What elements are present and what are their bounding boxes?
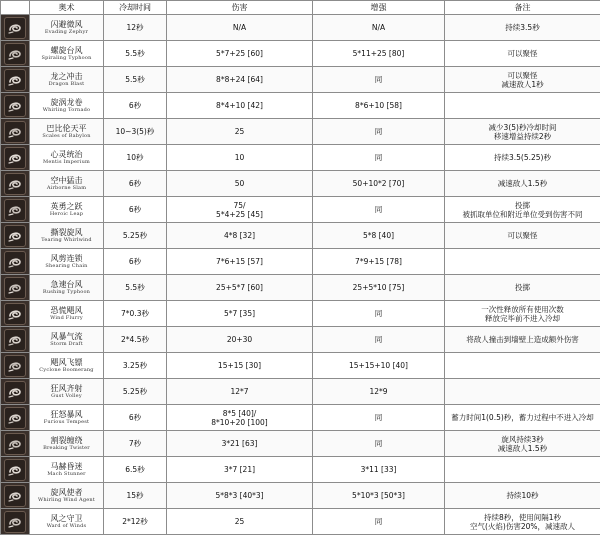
table-row (1, 93, 600, 119)
damage-cell: 25 (167, 119, 313, 145)
arcana-name-cn: 空中猛击 (50, 176, 83, 185)
arcana-name-cn: 闪避微风 (50, 20, 83, 29)
damage-cell: 20+30 (167, 327, 313, 353)
arcana-name (30, 67, 104, 93)
notes-cell (445, 379, 600, 405)
cooldown-cell: 2*4.5秒 (104, 327, 167, 353)
dragon-wind-icon (4, 69, 26, 91)
arcana-name (30, 405, 104, 431)
notes-cell: 投掷 被抓取单位和附近单位受到伤害不同 (445, 197, 600, 223)
arcana-name-en: Furious Tempest (43, 419, 90, 425)
arcana-name (30, 93, 104, 119)
damage-cell: 3*7 [21] (167, 457, 313, 483)
table-row (1, 67, 600, 93)
arcana-name (30, 41, 104, 67)
notes-cell: 持续10秒 (445, 483, 600, 509)
enhanced-cell: 同 (313, 145, 445, 171)
enhanced-cell: 15+15+10 [40] (313, 353, 445, 379)
notes-cell: 减少3(5)秒冷却时间 移速增益持续2秒 (445, 119, 600, 145)
notes-cell: 旋风持续3秒 减速敌人1.5秒 (445, 431, 600, 457)
damage-cell: 10 (167, 145, 313, 171)
arcana-name-cn: 英勇之跃 (50, 202, 83, 211)
damage-cell: 5*7+25 [60] (167, 41, 313, 67)
arcana-name-cn: 旋风使者 (50, 488, 83, 497)
arcana-name-cn: 巴比伦天平 (46, 124, 87, 133)
arcana-name-en: Storm Draft (50, 341, 83, 347)
table-row (1, 15, 600, 41)
arcana-name-en: Airborne Slam (46, 185, 87, 191)
mach-stunner-icon (4, 459, 26, 481)
damage-cell: 8*4+10 [42] (167, 93, 313, 119)
damage-cell: 50 (167, 171, 313, 197)
damage-cell: 15+15 [30] (167, 353, 313, 379)
row-icon-cell (1, 171, 30, 197)
arcana-name-en: Breaking Twister (43, 445, 90, 451)
table-row (1, 171, 600, 197)
enhanced-cell: 25+5*10 [75] (313, 275, 445, 301)
row-icon-cell (1, 301, 30, 327)
arcana-name (30, 379, 104, 405)
cooldown-cell: 7秒 (104, 431, 167, 457)
enhanced-cell: N/A (313, 15, 445, 41)
header-name: 奥术 (30, 1, 104, 15)
arcana-name-cn: 龙之冲击 (50, 72, 83, 81)
cooldown-cell: 7*0.3秒 (104, 301, 167, 327)
table-row (1, 145, 600, 171)
arcana-name-cn: 割裂缠绕 (50, 436, 83, 445)
enhanced-cell: 5*11+25 [80] (313, 41, 445, 67)
arcana-name (30, 197, 104, 223)
heroic-leap-icon (4, 199, 26, 221)
arcana-name (30, 15, 104, 41)
arcana-name-en: Mach Stunner (47, 471, 86, 477)
enhanced-cell: 同 (313, 301, 445, 327)
arcana-name (30, 509, 104, 535)
arcana-name (30, 275, 104, 301)
scales-icon (4, 121, 26, 143)
notes-cell: 持续8秒，使用间隔1秒 空气(火焰)伤害20%，减速敌人 (445, 509, 600, 535)
arcana-name (30, 353, 104, 379)
cooldown-cell: 6秒 (104, 171, 167, 197)
table-row (1, 405, 600, 431)
arcana-name (30, 119, 104, 145)
header-enhanced: 增强 (313, 1, 445, 15)
cooldown-cell: 5.5秒 (104, 67, 167, 93)
table-row (1, 119, 600, 145)
enhanced-cell: 同 (313, 327, 445, 353)
boomerang-icon (4, 355, 26, 377)
arcana-name-en: Dragon Blast (48, 81, 85, 87)
arcana-name-en: Evading Zephyr (44, 29, 89, 35)
cooldown-cell: 2*12秒 (104, 509, 167, 535)
notes-cell: 一次性释放所有使用次数 释放完毕前不进入冷却 (445, 301, 600, 327)
enhanced-cell: 12*9 (313, 379, 445, 405)
cooldown-cell: 3.25秒 (104, 353, 167, 379)
arcana-name (30, 301, 104, 327)
arcana-name-cn: 急速台风 (50, 280, 83, 289)
arcana-name-cn: 风之守卫 (50, 514, 83, 523)
damage-cell: 75/ 5*4+25 [45] (167, 197, 313, 223)
enhanced-cell: 7*9+15 [78] (313, 249, 445, 275)
arcana-name-cn: 风暴气流 (50, 332, 83, 341)
enhanced-cell: 5*10*3 [50*3] (313, 483, 445, 509)
enhanced-cell: 同 (313, 509, 445, 535)
row-icon-cell (1, 93, 30, 119)
table-row (1, 457, 600, 483)
notes-cell: 持续3.5(5.25)秒 (445, 145, 600, 171)
arcana-name (30, 457, 104, 483)
air-slam-icon (4, 173, 26, 195)
row-icon-cell (1, 379, 30, 405)
arcana-name (30, 223, 104, 249)
cooldown-cell: 6秒 (104, 197, 167, 223)
notes-cell: 持续3.5秒 (445, 15, 600, 41)
header-notes: 备注 (445, 1, 600, 15)
row-icon-cell (1, 327, 30, 353)
arcana-name (30, 171, 104, 197)
storm-draft-icon (4, 329, 26, 351)
cooldown-cell: 5.25秒 (104, 379, 167, 405)
damage-cell: 7*6+15 [57] (167, 249, 313, 275)
damage-cell: N/A (167, 15, 313, 41)
header-cooldown: 冷却时间 (104, 1, 167, 15)
notes-cell: 将敌人撞击到墙壁上造成额外伤害 (445, 327, 600, 353)
row-icon-cell (1, 41, 30, 67)
table-row (1, 275, 600, 301)
arcana-name (30, 431, 104, 457)
notes-cell: 蓄力时间1(0.5)秒，蓄力过程中不进入冷却 (445, 405, 600, 431)
arcana-name-cn: 狂怒暴风 (50, 410, 83, 419)
arcana-name-en: Wind Flurry (50, 315, 83, 321)
shearing-chain-icon (4, 251, 26, 273)
enhanced-cell: 同 (313, 119, 445, 145)
row-icon-cell (1, 431, 30, 457)
row-icon-cell (1, 457, 30, 483)
damage-cell: 12*7 (167, 379, 313, 405)
table-row (1, 483, 600, 509)
cooldown-cell: 5.5秒 (104, 41, 167, 67)
row-icon-cell (1, 249, 30, 275)
arcana-name (30, 327, 104, 353)
table-row (1, 431, 600, 457)
table-row (1, 249, 600, 275)
enhanced-cell: 同 (313, 197, 445, 223)
cooldown-cell: 6.5秒 (104, 457, 167, 483)
cooldown-cell: 10~3(5)秒 (104, 119, 167, 145)
arcana-name-en: Spiraling Typhoon (41, 55, 92, 61)
arcana-name-cn: 马赫昏迷 (50, 462, 83, 471)
gust-volley-icon (4, 381, 26, 403)
damage-cell: 25 (167, 509, 313, 535)
arcana-name-cn: 螺旋台风 (50, 46, 83, 55)
enhanced-cell: 同 (313, 67, 445, 93)
damage-cell: 4*8 [32] (167, 223, 313, 249)
row-icon-cell (1, 15, 30, 41)
enhanced-cell: 同 (313, 405, 445, 431)
damage-cell: 3*21 [63] (167, 431, 313, 457)
table-row (1, 197, 600, 223)
tornado-icon (4, 95, 26, 117)
damage-cell: 8*8+24 [64] (167, 67, 313, 93)
row-icon-cell (1, 275, 30, 301)
table-row (1, 327, 600, 353)
cooldown-cell: 6秒 (104, 93, 167, 119)
arcana-name-cn: 撕裂旋风 (50, 228, 83, 237)
enhanced-cell: 5*8 [40] (313, 223, 445, 249)
arcana-name-cn: 恐慌飓风 (50, 306, 83, 315)
arcana-name-en: Gust Volley (51, 393, 82, 399)
arcana-name-en: Mentis Imperium (43, 159, 90, 165)
hearts-icon (4, 147, 26, 169)
cooldown-cell: 12秒 (104, 15, 167, 41)
furious-tempest-icon (4, 407, 26, 429)
notes-cell: 减速敌人1.5秒 (445, 171, 600, 197)
row-icon-cell (1, 119, 30, 145)
wind-flurry-icon (4, 303, 26, 325)
arcana-name-en: Rushing Typhoon (42, 289, 91, 295)
damage-cell: 8*5 [40]/ 8*10+20 [100] (167, 405, 313, 431)
row-icon-cell (1, 483, 30, 509)
cooldown-cell: 10秒 (104, 145, 167, 171)
table-row (1, 509, 600, 535)
arcana-name-en: Tearing Whirlwind (41, 237, 92, 243)
notes-cell (445, 93, 600, 119)
enhanced-cell: 同 (313, 431, 445, 457)
damage-cell: 5*8*3 [40*3] (167, 483, 313, 509)
arcana-name-cn: 风剪连锁 (50, 254, 83, 263)
notes-cell (445, 249, 600, 275)
whirlwind-icon (4, 225, 26, 247)
header-icon (1, 1, 30, 15)
breaking-twister-icon (4, 433, 26, 455)
notes-cell: 投掷 (445, 275, 600, 301)
cooldown-cell: 15秒 (104, 483, 167, 509)
arcana-name-en: Cyclone Boomerang (39, 367, 94, 373)
arcana-name (30, 483, 104, 509)
enhanced-cell: 3*11 [33] (313, 457, 445, 483)
spiral-wind-icon (4, 43, 26, 65)
row-icon-cell (1, 509, 30, 535)
row-icon-cell (1, 353, 30, 379)
notes-cell (445, 457, 600, 483)
arcana-name-cn: 旋涡龙卷 (50, 98, 83, 107)
row-icon-cell (1, 197, 30, 223)
arcana-name-en: Whirling Wind Agent (37, 497, 96, 503)
cooldown-cell: 6秒 (104, 249, 167, 275)
row-icon-cell (1, 67, 30, 93)
row-icon-cell (1, 405, 30, 431)
arcana-name-en: Heroic Leap (49, 211, 84, 217)
arcana-name-cn: 狂风齐射 (50, 384, 83, 393)
header-row (1, 1, 600, 15)
arcana-name-en: Scales of Babylon (42, 133, 91, 139)
arcana-name-cn: 飓风飞镖 (50, 358, 83, 367)
table-row (1, 41, 600, 67)
enhanced-cell: 50+10*2 [70] (313, 171, 445, 197)
damage-cell: 25+5*7 [60] (167, 275, 313, 301)
notes-cell: 可以聚怪 (445, 223, 600, 249)
row-icon-cell (1, 223, 30, 249)
notes-cell: 可以聚怪 (445, 41, 600, 67)
arcana-name (30, 249, 104, 275)
table-row (1, 223, 600, 249)
cooldown-cell: 5.25秒 (104, 223, 167, 249)
whirling-agent-icon (4, 485, 26, 507)
notes-cell (445, 353, 600, 379)
cooldown-cell: 6秒 (104, 405, 167, 431)
header-damage: 伤害 (167, 1, 313, 15)
ward-of-winds-icon (4, 511, 26, 533)
damage-cell: 5*7 [35] (167, 301, 313, 327)
cooldown-cell: 5.5秒 (104, 275, 167, 301)
arcana-name-en: Shearing Chain (45, 263, 88, 269)
rushing-typhoon-icon (4, 277, 26, 299)
table-row (1, 353, 600, 379)
table-row (1, 301, 600, 327)
table-row (1, 379, 600, 405)
wind-swirl-icon (4, 17, 26, 39)
arcana-name-en: Whirling Tornado (42, 107, 91, 113)
arcana-name-en: Ward of Winds (46, 523, 87, 529)
arcana-name (30, 145, 104, 171)
row-icon-cell (1, 145, 30, 171)
enhanced-cell: 8*6+10 [58] (313, 93, 445, 119)
notes-cell: 可以聚怪 减速敌人1秒 (445, 67, 600, 93)
arcana-name-cn: 心灵统治 (50, 150, 83, 159)
